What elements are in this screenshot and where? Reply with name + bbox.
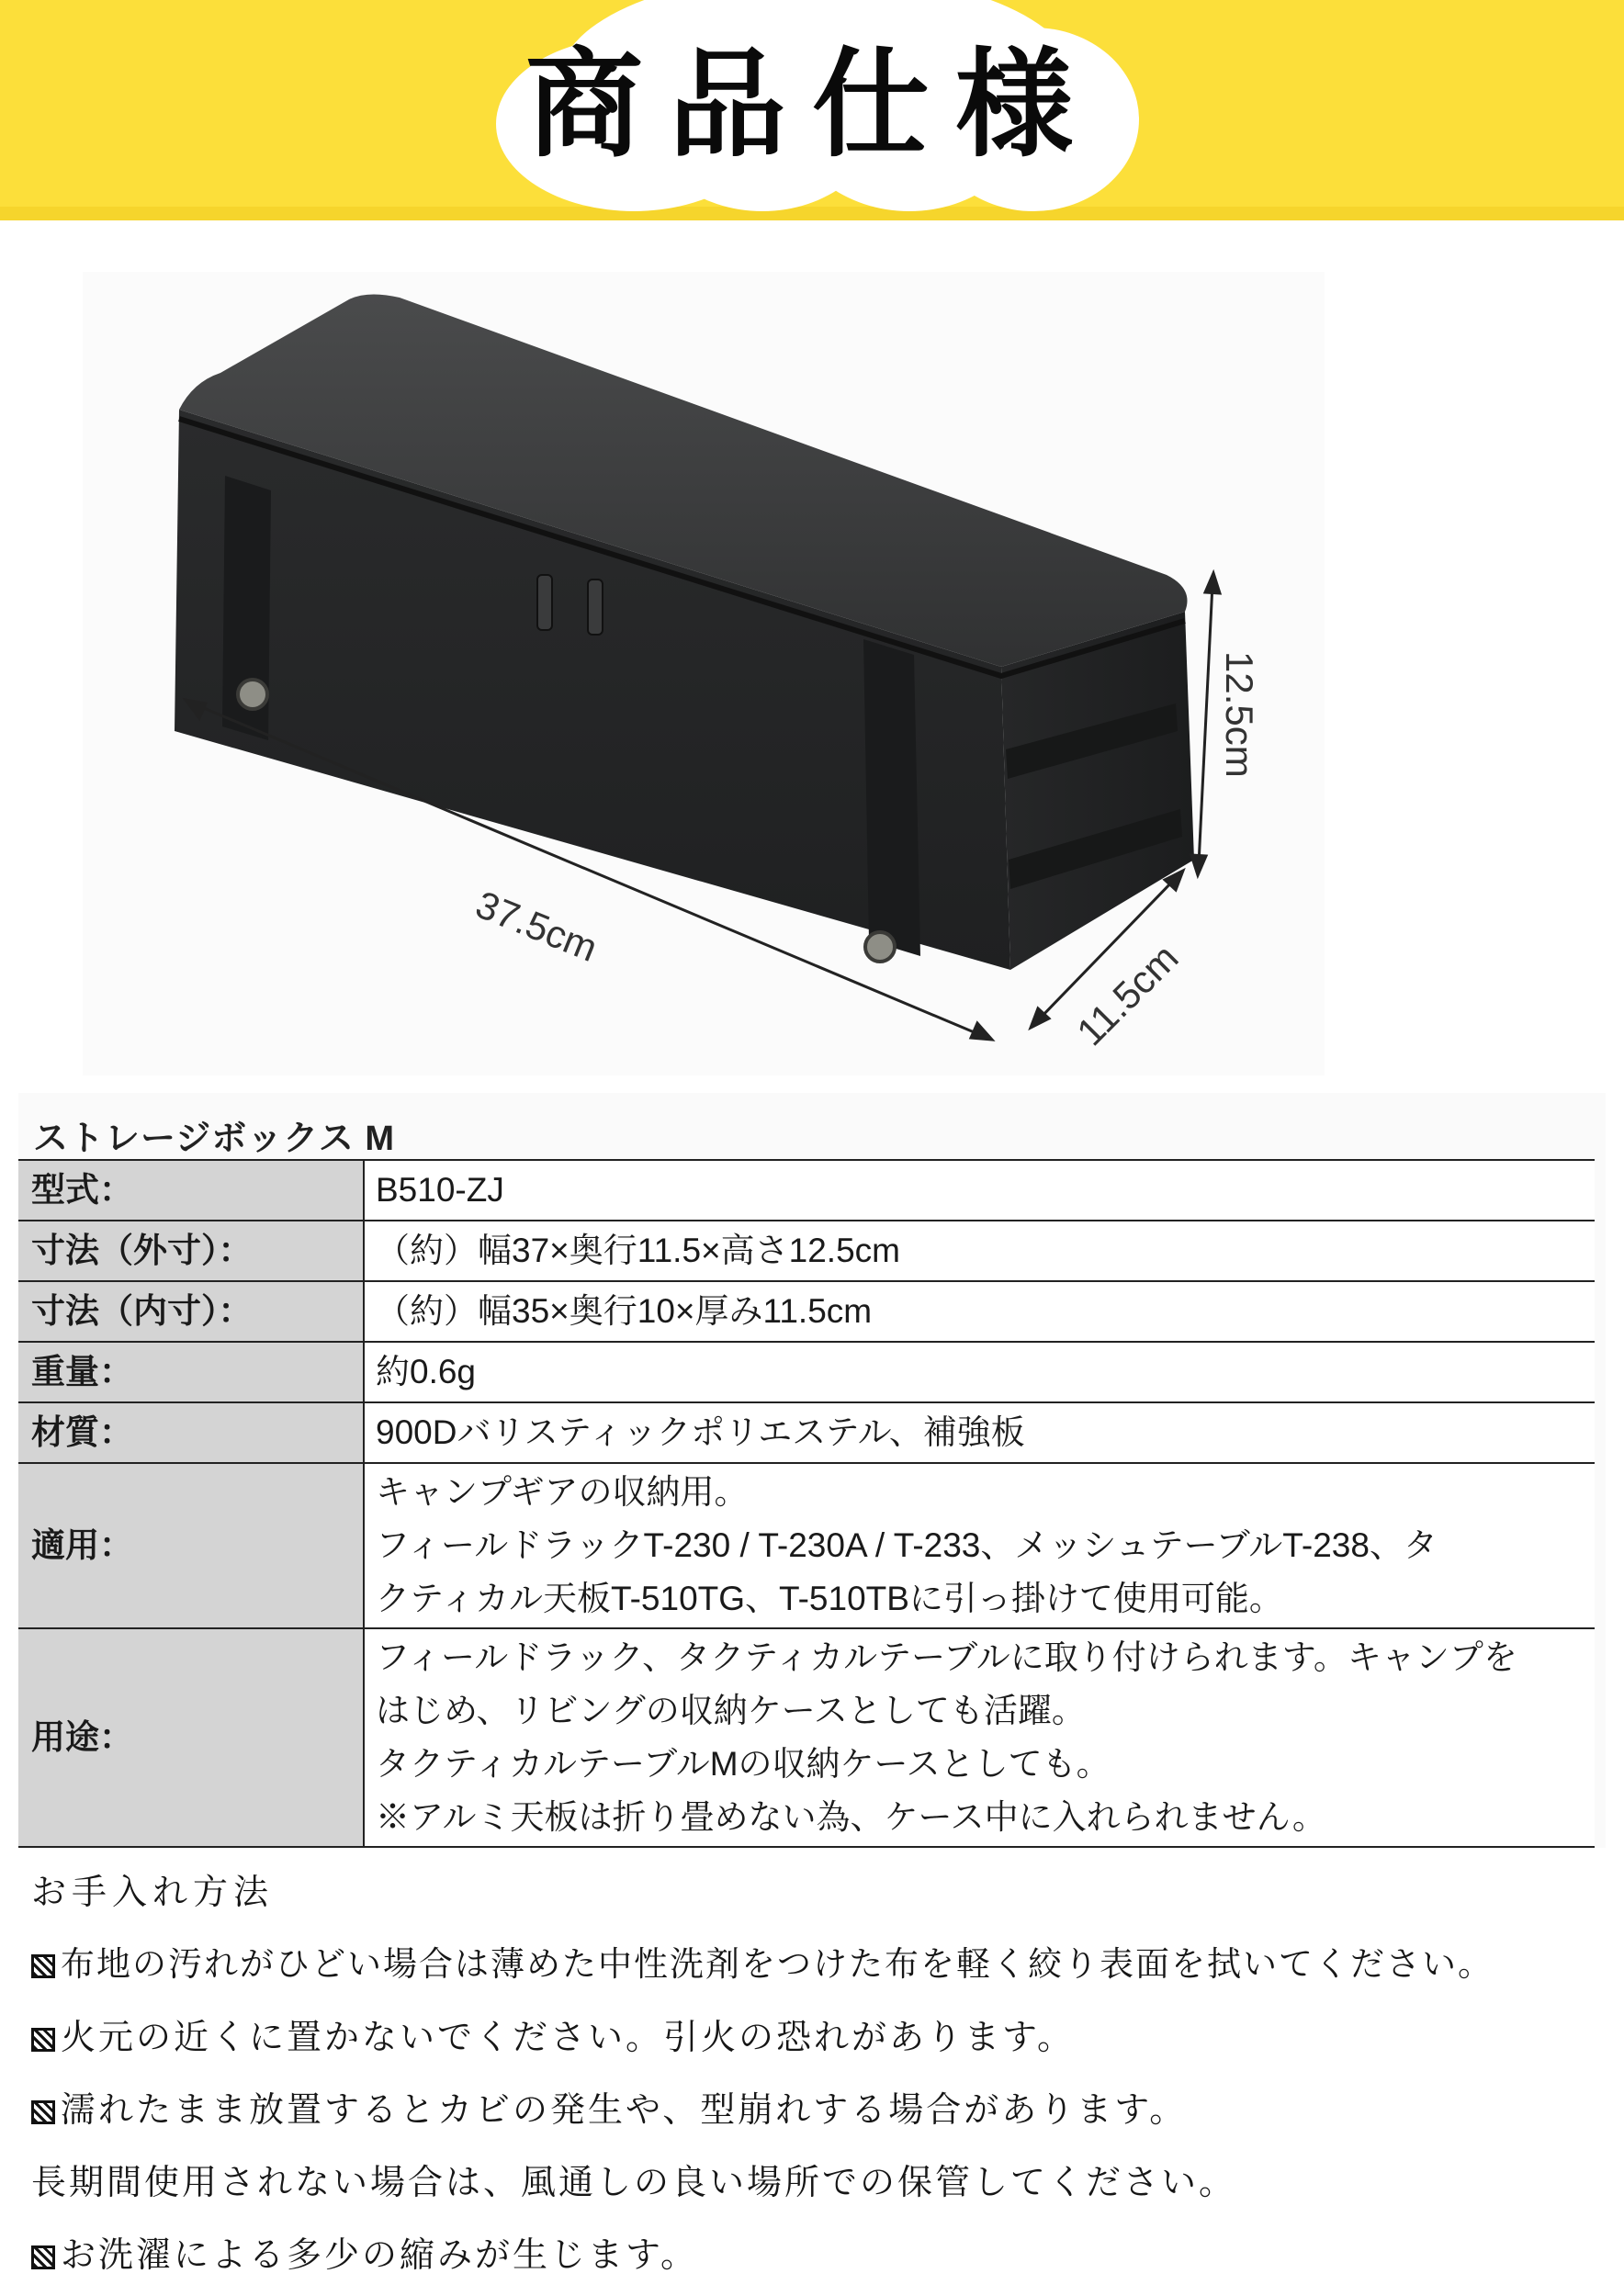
spec-label: 寸法（内寸）：: [18, 1281, 364, 1342]
spec-value: 約0.6g: [364, 1342, 1595, 1402]
care-item: 長期間使用されない場合は、風通しの良い場所での保管してください。: [31, 2162, 1237, 2202]
care-section: [31, 1864, 1611, 2295]
storage-box-illustration: [83, 272, 1325, 1075]
spec-value: 900Dバリスティックポリエステル、補強板: [364, 1402, 1595, 1463]
spec-label: 適用：: [18, 1463, 364, 1628]
dimension-depth-label: 11.5cm: [1068, 935, 1187, 1054]
spec-value: （約）幅35×奥行10×厚み11.5cm: [364, 1281, 1595, 1342]
page-title: 商品仕様: [524, 37, 1099, 174]
spec-label: 型式：: [18, 1160, 364, 1221]
dimension-width-label: 37.5cm: [469, 882, 603, 970]
checkbox-icon: [31, 2028, 55, 2052]
header-banner: [0, 0, 1624, 220]
header-strip: [0, 207, 1624, 220]
spec-value: B510-ZJ: [364, 1160, 1595, 1221]
table-row: [18, 1402, 1595, 1463]
checkbox-icon: [31, 2245, 55, 2269]
care-item: 布地の汚れがひどい場合は薄めた中性洗剤をつけた布を軽く絞り表面を拭いてください。: [31, 1932, 1611, 2005]
checkbox-icon: [31, 2100, 55, 2124]
spec-label: 用途：: [18, 1628, 364, 1847]
table-row: [18, 1160, 1595, 1221]
spec-label: 材質：: [18, 1402, 364, 1463]
spec-value: フィールドラック、タクティカルテーブルに取り付けられます。キャンプを はじめ、リビングの収納ケースとしても活躍。 タクティカルテーブルMの収納ケースとしても。 ※アルミ天板は折り畳めない為、ケース中に入れられません。: [364, 1628, 1595, 1847]
table-row: [18, 1221, 1595, 1281]
care-item: 火元の近くに置かないでください。引火の恐れがあります。: [31, 2005, 1611, 2077]
checkbox-icon: [31, 1954, 55, 1978]
spec-value: キャンプギアの収納用。 フィールドラックT-230 / T-230A / T-233、メッシュテーブルT-238、タ クティカル天板T-510TG、T-510TBに引っ掛けて使用可能。: [364, 1463, 1595, 1628]
table-row: [18, 1281, 1595, 1342]
spec-value: （約）幅37×奥行11.5×高さ12.5cm: [364, 1221, 1595, 1281]
spec-table: [18, 1159, 1595, 1848]
product-name: ストレージボックス M: [33, 1120, 396, 1158]
product-image: [83, 272, 1325, 1075]
table-row: [18, 1463, 1595, 1628]
care-item: お洗濯による多少の縮みが生じます。: [31, 2223, 1611, 2295]
dimension-height-label: 12.5cm: [1218, 651, 1261, 778]
spec-label: 寸法（外寸）：: [18, 1221, 364, 1281]
care-title: お手入れ方法: [31, 1872, 275, 1912]
table-row: [18, 1628, 1595, 1847]
care-item: 濡れたまま放置するとカビの発生や、型崩れする場合があります。: [31, 2077, 1611, 2150]
spec-label: 重量：: [18, 1342, 364, 1402]
table-row: [18, 1342, 1595, 1402]
